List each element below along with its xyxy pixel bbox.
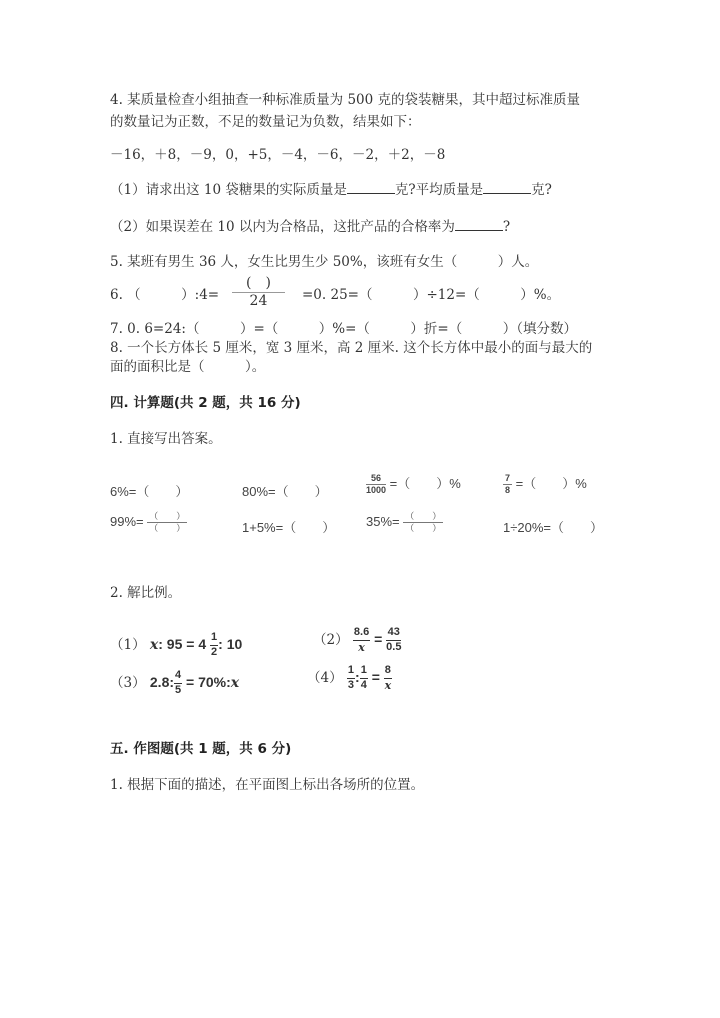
direct-item-5: [110, 512, 187, 533]
direct-item-3-rhs: =（ ）%: [389, 476, 461, 491]
direct-item-5-numerator: （ ）: [149, 511, 186, 521]
direct-item-5-eq: =: [136, 513, 144, 529]
direct-item-4-denominator: 8: [505, 485, 511, 496]
direct-item-7-eq: =: [392, 513, 400, 529]
direct-item-2-lhs: 80%: [242, 484, 269, 499]
proportion-3-x: x: [230, 674, 240, 691]
direct-item-4-numerator: 7: [505, 473, 511, 484]
q4-data-row: －16，＋8，－9，0，+5，－4，－6，－2，＋2，－8: [110, 147, 446, 163]
direct-item-3: [366, 473, 461, 495]
q8-line2: 面的面积比是（ ）。: [110, 359, 266, 375]
q4-sub2-text-b: ?: [502, 219, 511, 235]
proportion-4-f3-numerator: 8: [384, 665, 392, 679]
section5-heading: 五. 作图题(共 1 题，共 6 分): [110, 741, 292, 757]
q5-text: 5. 某班有男生 36 人，女生比男生少 50%，该班有女生（ ）人。: [110, 254, 539, 270]
direct-item-3-denominator: 1000: [366, 485, 387, 496]
proportion-3-numerator: 4: [174, 670, 182, 684]
q4-sub1-text-b: 克?平均质量是: [394, 182, 484, 198]
q4-line1: 4. 某质量检查小组抽查一种标准质量为 500 克的袋装糖果，其中超过标准质量: [110, 92, 581, 108]
proportion-4-f2-numerator: 1: [360, 665, 368, 679]
proportion-2-eq: =: [374, 630, 383, 647]
proportion-3-label: （3）: [110, 674, 146, 691]
proportion-4-f1-numerator: 1: [347, 665, 355, 679]
proportion-1-end: : 10: [218, 635, 243, 652]
section4-heading: 四. 计算题(共 2 题，共 16 分): [110, 395, 301, 411]
proportion-4: [307, 665, 392, 691]
direct-item-8-rhs: =（ ）: [543, 520, 603, 535]
proportion-4-f3-denominator: x: [384, 678, 392, 692]
q4-line2: 的数量记为正数，不足的数量记为负数，结果如下：: [110, 114, 421, 130]
proportion-2-f1-numerator: 8.6: [353, 627, 370, 641]
proportion-2-f2-numerator: 43: [386, 627, 401, 641]
proportion-3-a: 2.8:: [149, 673, 175, 690]
proportion-4-f1-denominator: 3: [347, 678, 355, 691]
proportion-4-colon: :: [355, 668, 360, 685]
proportion-3-b: = 70%:: [186, 673, 231, 690]
proportion-1-label: （1）: [110, 636, 146, 653]
proportion-1-mixed-denominator: 2: [211, 645, 218, 658]
proportion-1-mid: : 95 = 4: [158, 635, 207, 652]
q6-text-a: 6. （ ）:4=: [110, 287, 220, 303]
direct-item-7-numerator: （ ）: [405, 511, 442, 521]
direct-item-3-numerator: 56: [366, 474, 386, 485]
q4-sub2-blank-pass-rate[interactable]: [455, 229, 503, 231]
direct-item-2: [242, 481, 328, 500]
proportion-1: [110, 632, 242, 658]
proportion-2: [313, 627, 401, 653]
direct-item-6-rhs: =（ ）: [275, 520, 336, 535]
q4-sub2-text-a: （2）如果误差在 10 以内为合格品，这批产品的合格率为: [110, 219, 455, 235]
q7-text: 7. 0. 6=24:（ ）=（ ）%=（ ）折=（ ）（填分数）: [110, 321, 577, 337]
q4-sub1-blank-average-mass[interactable]: [483, 192, 531, 194]
direct-item-4: [503, 473, 587, 495]
q6-fraction: [232, 276, 285, 308]
q6-fraction-numerator: ( ): [232, 276, 285, 293]
q8-line1: 8. 一个长方体长 5 厘米，宽 3 厘米，高 2 厘米. 这个长方体中最小的面与最大的: [110, 340, 593, 356]
direct-item-2-rhs: =（ ）: [268, 484, 328, 499]
direct-item-7-denominator: （ ）: [405, 523, 442, 533]
direct-item-1: [110, 481, 188, 500]
proportion-2-f1-denominator: x: [358, 640, 365, 654]
direct-item-1-lhs: 6%: [110, 484, 129, 499]
direct-item-8-lhs: 1÷20%: [503, 520, 544, 535]
q6-fraction-denominator: 24: [249, 293, 268, 309]
q6-text-b: =0. 25=（ ）÷12=（ ）%。: [302, 287, 561, 303]
section4-q1-title: 1. 直接写出答案。: [110, 431, 222, 447]
section4-q2-title: 2. 解比例。: [110, 585, 182, 601]
proportion-1-x: x: [149, 636, 159, 653]
q4-sub1-text-c: 克?: [531, 182, 552, 198]
proportion-2-f2-denominator: 0.5: [386, 640, 402, 653]
section5-q1-title: 1. 根据下面的描述，在平面图上标出各场所的位置。: [110, 777, 425, 793]
q4-sub2: [110, 215, 510, 235]
q4-sub1-blank-actual-mass[interactable]: [347, 192, 395, 194]
proportion-3-denominator: 5: [175, 683, 182, 696]
proportion-1-mixed-numerator: 1: [210, 632, 218, 646]
direct-item-1-rhs: =（ ）: [128, 484, 189, 499]
direct-item-4-rhs: =（ ）%: [515, 476, 587, 491]
proportion-3: [110, 670, 239, 696]
direct-item-7-lhs: 35%: [366, 513, 393, 529]
direct-item-5-denominator: （ ）: [149, 523, 186, 533]
direct-item-6-lhs: 1+5%: [242, 520, 276, 535]
direct-item-8: [503, 517, 603, 536]
q4-sub1: [110, 178, 552, 198]
direct-item-5-lhs: 99%: [110, 513, 137, 529]
direct-item-7: [366, 512, 443, 533]
proportion-4-eq: =: [371, 668, 380, 685]
proportion-4-label: （4）: [307, 669, 343, 686]
q4-sub1-text-a: （1）请求出这 10 袋糖果的实际质量是: [110, 182, 347, 198]
proportion-2-label: （2）: [313, 631, 349, 648]
proportion-4-f2-denominator: 4: [360, 678, 367, 691]
direct-item-6: [242, 517, 335, 536]
